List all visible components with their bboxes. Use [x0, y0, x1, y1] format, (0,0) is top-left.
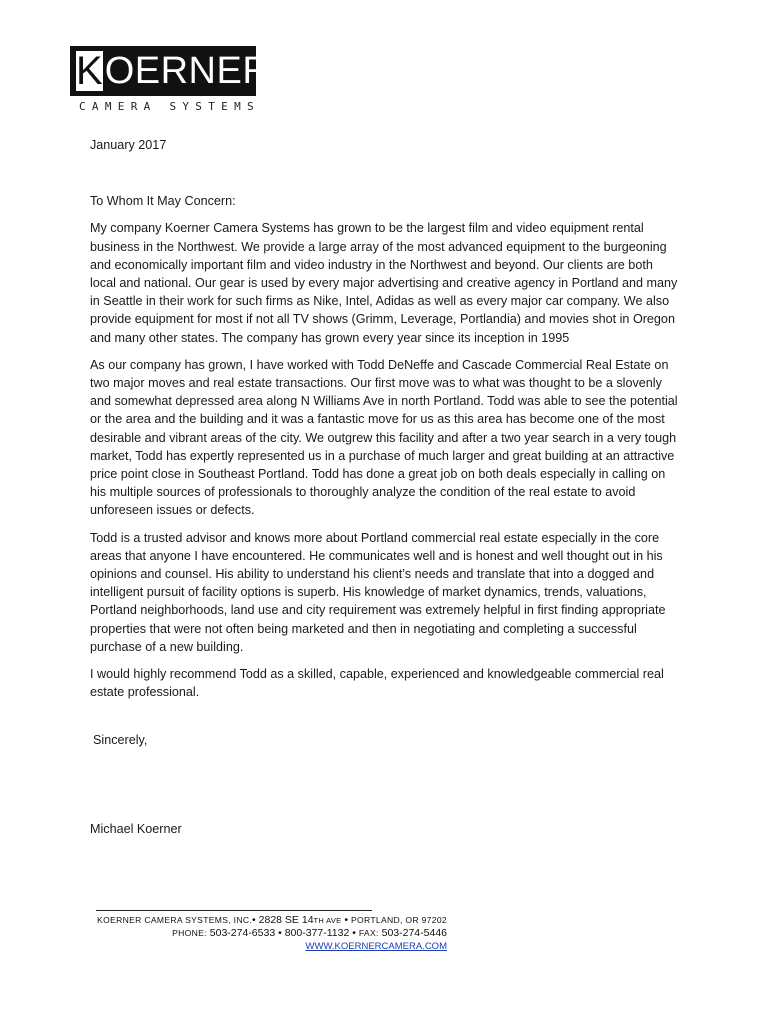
footer-phone-label: PHONE:	[172, 928, 207, 938]
company-logo	[70, 46, 271, 113]
footer-city: PORTLAND, OR 97202	[351, 915, 447, 925]
footer-bullet: •	[278, 927, 282, 939]
footer-fax-label: FAX:	[358, 928, 379, 938]
letter-paragraph: My company Koerner Camera Systems has grown to be the largest film and video equipment rental business in the Northwest. We provide a large array of the most advanced equipment to the burgeoning and economically important film and video industry in the Northwest and beyond. Our clients are both local and national. Our gear is used by every major advertising and creative agency in Portland and many in Seattle in their work for such firms as Nike, Intel, Adidas as well as every major car company. We also provide equipment for most if not all TV shows (Grimm, Leverage, Portlandia) and movies shot in Oregon and many other states. The company has grown every year since its inception in 1995	[90, 221, 678, 345]
logo-wordmark	[70, 46, 271, 96]
letter-date: January 2017	[90, 138, 167, 152]
footer-address-line	[90, 914, 447, 927]
footer-bullet: •	[352, 927, 356, 939]
letterhead-footer	[90, 914, 447, 953]
footer-street-suffix: TH AVE	[313, 916, 342, 925]
footer-phone-line	[90, 927, 447, 940]
footer-bullet: •	[344, 914, 349, 926]
logo-initial: K	[76, 49, 103, 93]
letter-closing: Sincerely,	[93, 733, 148, 748]
footer-company: KOERNER CAMERA SYSTEMS, INC.	[97, 915, 253, 925]
footer-street: 2828 SE 14	[258, 914, 314, 926]
footer-phone: 503-274-6533	[209, 927, 276, 939]
footer-divider	[96, 910, 372, 911]
footer-bullet: •	[252, 914, 256, 926]
letter-signer: Michael Koerner	[90, 821, 182, 836]
footer-fax: 503-274-5446	[381, 927, 447, 939]
letter-paragraph: Todd is a trusted advisor and knows more about Portland commercial real estate especially in the core areas that anyone I have encountered. He communicates well and is honest and well thought out in his opinions and counsel. His ability to understand his client’s needs and translate that into a dogged and intelligent pursuit of facility options is superb. His knowledge of market dynamics, trends, valuations, Portland neighborhoods, land use and city requirement was extremely helpful in first finding appropriate properties that were not often being marketed and then in negotiating and completing a successful purchase of a new building.	[90, 530, 666, 654]
footer-website-link[interactable]: WWW.KOERNERCAMERA.COM	[305, 941, 447, 952]
footer-tollfree: 800-377-1132	[284, 927, 350, 939]
letter-paragraph: I would highly recommend Todd as a skilled, capable, experienced and knowledgeable commercial real estate professional.	[90, 667, 664, 700]
letter-greeting: To Whom It May Concern:	[90, 194, 236, 209]
footer-web-line	[90, 940, 447, 953]
logo-tagline: CAMERA SYSTEMS	[79, 100, 260, 113]
letter-body	[90, 136, 680, 847]
letter-paragraph: As our company has grown, I have worked with Todd DeNeffe and Cascade Commercial Real Estate on two major moves and real estate transactions. Our first move was to what was thought to be a slovenly and somewhat depressed area along N Williams Ave in north Portland. Todd was able to see the potential or the area and the building and it was a fantastic move for us as this area has become one of the most desirable and vibrant areas of the city. We outgrew this facility and after a two year search in a very tough market, Todd has expertly represented us in a purchase of much larger and great building at an attractive price point close in Southeast Portland. Todd has done a great job on both deals especially in calling on his multiple sources of professionals to thoroughly analyze the condition of the real estate to avoid unforeseen issues or defects.	[90, 357, 678, 518]
logo-name: OERNER	[104, 50, 271, 92]
